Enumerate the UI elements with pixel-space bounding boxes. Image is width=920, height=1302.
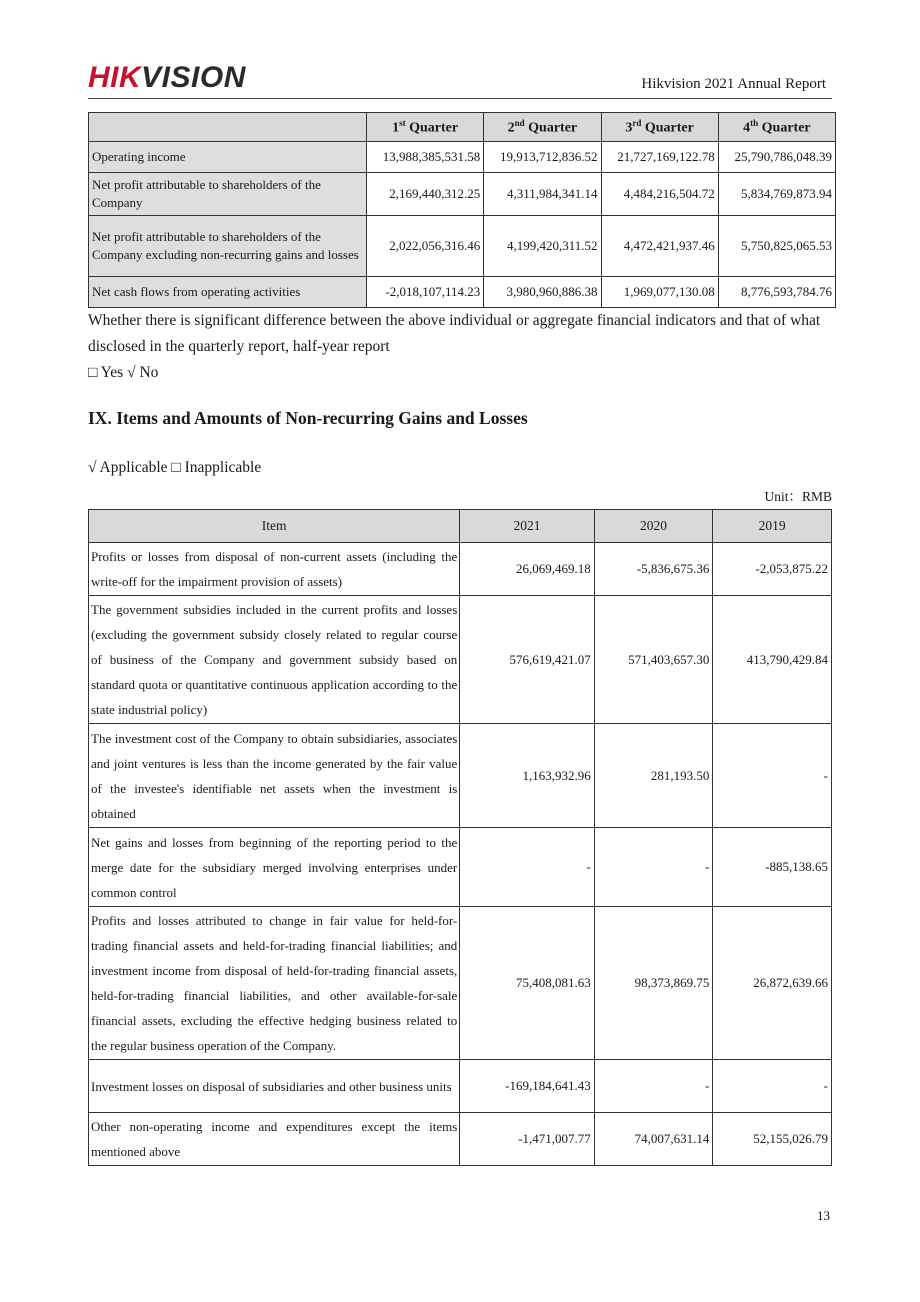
disclosure-answer: □ Yes √ No — [88, 364, 159, 381]
column-header-2019: 2019 — [713, 510, 832, 543]
row-label: Net cash flows from operating activities — [89, 277, 367, 308]
value-cell: - — [594, 828, 713, 907]
value-cell: -5,836,675.36 — [594, 543, 713, 596]
table-row — [89, 907, 832, 1060]
column-header-q4: 4th Quarter — [718, 113, 835, 142]
column-header-q3: 3rd Quarter — [601, 113, 718, 142]
applicable-status: √ Applicable □ Inapplicable — [88, 459, 262, 476]
value-cell: 26,069,469.18 — [460, 543, 594, 596]
quarterly-indicators-table — [88, 112, 836, 308]
value-cell: 2,022,056,316.46 — [367, 216, 484, 277]
value-cell: 2,169,440,312.25 — [367, 173, 484, 216]
item-description: Profits and losses attributed to change in fair value for held-for-trading financial assets and held-for-trading financial liabilities; and investment income from disposal of held-for-trading financial assets, held-for-trading financial liabilities, and other available-for-sale financial assets, excluding the effective hedging business related to the regular business operation of the Company. — [89, 907, 460, 1060]
row-label: Operating income — [89, 142, 367, 173]
item-description: Investment losses on disposal of subsidiaries and other business units — [89, 1060, 460, 1113]
table-row — [89, 828, 832, 907]
item-description: The investment cost of the Company to obtain subsidiaries, associates and joint ventures is less than the income generated by the fair value of the investee's identifiable net assets when the investment is obtained — [89, 724, 460, 828]
value-cell: 4,199,420,311.52 — [484, 216, 601, 277]
table-header-row — [89, 113, 836, 142]
report-title: Hikvision 2021 Annual Report — [641, 76, 826, 92]
value-cell: -169,184,641.43 — [460, 1060, 594, 1113]
value-cell: - — [594, 1060, 713, 1113]
value-cell: -1,471,007.77 — [460, 1113, 594, 1166]
disclosure-question: Whether there is significant difference between the above individual or aggregate financial indicators and that of what disclosed in the quarterly report, half-year report — [88, 312, 821, 355]
value-cell: -2,018,107,114.23 — [367, 277, 484, 308]
column-header-2020: 2020 — [594, 510, 713, 543]
value-cell: 13,988,385,531.58 — [367, 142, 484, 173]
table-row — [89, 724, 832, 828]
table-row — [89, 1060, 832, 1113]
row-label: Net profit attributable to shareholders of the Company excluding non-recurring gains and losses — [89, 216, 367, 277]
value-cell: 571,403,657.30 — [594, 596, 713, 724]
table-row — [89, 216, 836, 277]
row-label: Net profit attributable to shareholders of the Company — [89, 173, 367, 216]
value-cell: 98,373,869.75 — [594, 907, 713, 1060]
non-recurring-items-table — [88, 509, 832, 1166]
section-title: IX. Items and Amounts of Non-recurring Gains and Losses — [88, 408, 528, 428]
value-cell: 281,193.50 — [594, 724, 713, 828]
value-cell: 74,007,631.14 — [594, 1113, 713, 1166]
value-cell: 4,484,216,504.72 — [601, 173, 718, 216]
value-cell: - — [713, 1060, 832, 1113]
value-cell: 1,163,932.96 — [460, 724, 594, 828]
item-description: Profits or losses from disposal of non-current assets (including the write-off for the impairment provision of assets) — [89, 543, 460, 596]
column-header-item: Item — [89, 510, 460, 543]
page-number: 13 — [817, 1208, 830, 1223]
page-header — [88, 62, 832, 99]
value-cell: 19,913,712,836.52 — [484, 142, 601, 173]
value-cell: 8,776,593,784.76 — [718, 277, 835, 308]
table-row — [89, 277, 836, 308]
table-header-row — [89, 510, 832, 543]
value-cell: 75,408,081.63 — [460, 907, 594, 1060]
column-header-q2: 2nd Quarter — [484, 113, 601, 142]
value-cell: 4,311,984,341.14 — [484, 173, 601, 216]
table-row — [89, 543, 832, 596]
value-cell: 5,750,825,065.53 — [718, 216, 835, 277]
column-header-2021: 2021 — [460, 510, 594, 543]
value-cell: 4,472,421,937.46 — [601, 216, 718, 277]
value-cell: 576,619,421.07 — [460, 596, 594, 724]
column-header-q1: 1st Quarter — [367, 113, 484, 142]
value-cell: 52,155,026.79 — [713, 1113, 832, 1166]
value-cell: 25,790,786,048.39 — [718, 142, 835, 173]
value-cell: - — [713, 724, 832, 828]
item-description: Net gains and losses from beginning of the reporting period to the merge date for the subsidiary merged involving enterprises under common control — [89, 828, 460, 907]
value-cell: 26,872,639.66 — [713, 907, 832, 1060]
value-cell: 5,834,769,873.94 — [718, 173, 835, 216]
value-cell: -2,053,875.22 — [713, 543, 832, 596]
value-cell: -885,138.65 — [713, 828, 832, 907]
table-row — [89, 142, 836, 173]
value-cell: 21,727,169,122.78 — [601, 142, 718, 173]
unit-label: Unit：RMB — [764, 489, 832, 504]
hikvision-logo: HIKVISION — [88, 61, 246, 94]
value-cell: - — [460, 828, 594, 907]
table-corner-cell — [89, 113, 367, 142]
table-row — [89, 173, 836, 216]
value-cell: 1,969,077,130.08 — [601, 277, 718, 308]
item-description: Other non-operating income and expenditures except the items mentioned above — [89, 1113, 460, 1166]
value-cell: 413,790,429.84 — [713, 596, 832, 724]
table-row — [89, 1113, 832, 1166]
item-description: The government subsidies included in the current profits and losses (excluding the government subsidy closely related to regular course of business of the Company and government subsidy based on standard quota or quantitative continuous application according to the state industrial policy) — [89, 596, 460, 724]
value-cell: 3,980,960,886.38 — [484, 277, 601, 308]
table-row — [89, 596, 832, 724]
